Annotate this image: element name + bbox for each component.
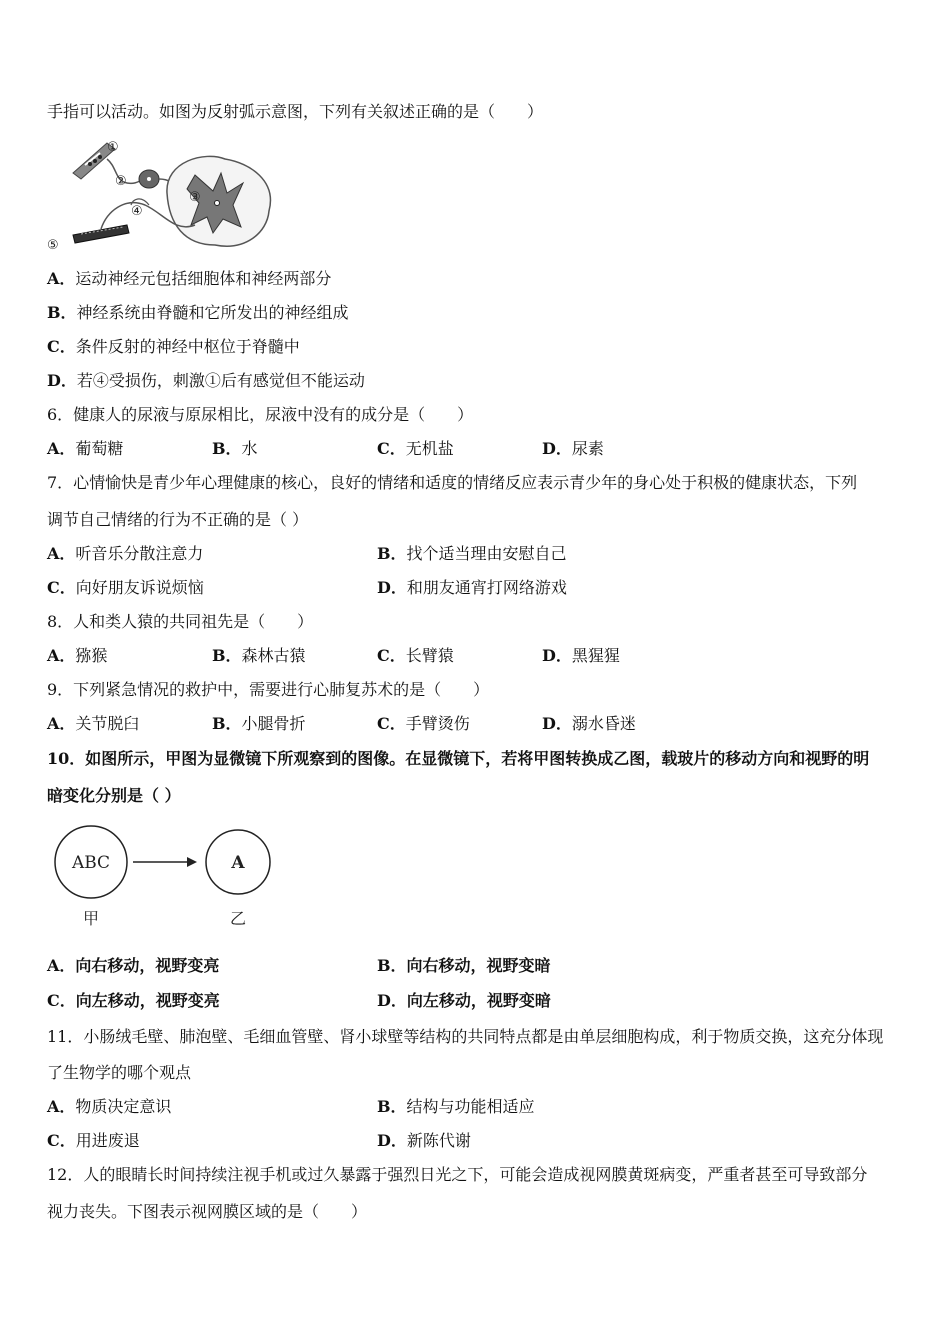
q6-option-d[interactable] — [542, 439, 604, 459]
option-text: 水 — [241, 439, 258, 458]
option-label: C． — [377, 439, 406, 458]
q10-option-b[interactable] — [377, 956, 551, 976]
option-text: 手臂烫伤 — [405, 714, 470, 733]
view-yi-text: A — [231, 853, 245, 873]
view-jia-text: ABC — [71, 853, 111, 873]
microscope-view-figure — [45, 818, 275, 930]
q5-option-a[interactable] — [47, 269, 331, 289]
option-label: B． — [47, 303, 77, 322]
option-label: D． — [377, 578, 407, 597]
q7-option-d[interactable] — [377, 578, 567, 598]
q10-option-c[interactable] — [47, 991, 220, 1011]
option-text: 森林古猿 — [241, 646, 306, 665]
option-label: C． — [377, 646, 406, 665]
option-label: B． — [212, 439, 242, 458]
question-11-stem-line2: 了生物学的哪个观点 — [47, 1063, 192, 1082]
option-label: B． — [212, 646, 242, 665]
q11-option-a[interactable] — [47, 1097, 171, 1117]
option-text: 尿素 — [571, 439, 604, 458]
question-10-stem-line1: 10．如图所示，甲图为显微镜下所观察到的图像。在显微镜下，若将甲图转换成乙图，载玻片的移动方向和视野的明 — [47, 749, 870, 768]
q11-option-b[interactable] — [377, 1097, 535, 1117]
option-label: C． — [47, 1131, 76, 1150]
option-text: 黑猩猩 — [571, 646, 620, 665]
option-label: A． — [47, 646, 76, 665]
label-3: ③ — [189, 190, 201, 205]
option-text: 若④受损伤，刺激①后有感觉但不能运动 — [76, 371, 365, 390]
option-label: D． — [377, 991, 407, 1010]
question-10-stem-line2: 暗变化分别是（ ） — [47, 786, 181, 805]
q7-option-b[interactable] — [377, 544, 567, 564]
option-text: 神经系统由脊髓和它所发出的神经组成 — [76, 303, 349, 322]
question-9-stem: 9．下列紧急情况的救护中，需要进行心肺复苏术的是（ ） — [47, 680, 490, 699]
spinal-cord — [167, 156, 271, 246]
option-text: 长臂猿 — [405, 646, 454, 665]
option-text: 溺水昏迷 — [571, 714, 636, 733]
option-text: 物质决定意识 — [75, 1097, 172, 1116]
q8-option-d[interactable] — [542, 646, 620, 666]
label-1: ① — [107, 140, 119, 155]
caption-jia: 甲 — [82, 909, 100, 928]
q5-option-d[interactable] — [47, 371, 365, 391]
option-text: 用进废退 — [75, 1131, 140, 1150]
reflex-arc-figure — [45, 133, 275, 255]
option-label: A． — [47, 544, 76, 563]
option-text: 向左移动，视野变亮 — [75, 991, 220, 1010]
q5-option-b[interactable] — [47, 303, 349, 323]
question-12-stem-line2: 视力丧失。下图表示视网膜区域的是（ ） — [47, 1202, 368, 1221]
q6-option-a[interactable] — [47, 439, 123, 459]
option-label: A． — [47, 714, 76, 733]
option-label: B． — [377, 1097, 407, 1116]
q10-option-a[interactable] — [47, 956, 219, 976]
caption-yi: 乙 — [229, 909, 247, 928]
question-11-stem-line1: 11．小肠绒毛壁、肺泡壁、毛细血管壁、肾小球壁等结构的共同特点都是由单层细胞构成，利于物质交换，这充分体现 — [47, 1027, 884, 1046]
q11-option-c[interactable] — [47, 1131, 140, 1151]
question-7-stem-line1: 7．心情愉快是青少年心理健康的核心，良好的情绪和适度的情绪反应表示青少年的身心处于积极的健康状态，下列 — [47, 473, 858, 492]
option-text: 新陈代谢 — [406, 1131, 471, 1150]
option-text: 向右移动，视野变亮 — [75, 956, 220, 975]
option-label: C． — [47, 991, 76, 1010]
q6-option-c[interactable] — [377, 439, 454, 459]
q9-option-b[interactable] — [212, 714, 306, 734]
option-label: B． — [212, 714, 242, 733]
q8-option-c[interactable] — [377, 646, 454, 666]
question-8-stem: 8．人和类人猿的共同祖先是（ ） — [47, 612, 314, 631]
option-label: A． — [47, 956, 76, 975]
q8-option-b[interactable] — [212, 646, 306, 666]
option-text: 葡萄糖 — [75, 439, 124, 458]
label-5: ⑤ — [47, 238, 59, 253]
question-12-stem-line1: 12．人的眼睛长时间持续注视手机或过久暴露于强烈日光之下，可能会造成视网膜黄斑病变，严重者甚至可导致部分 — [47, 1165, 868, 1184]
option-text: 向好朋友诉说烦恼 — [75, 578, 204, 597]
option-label: C． — [47, 578, 76, 597]
option-label: C． — [47, 337, 76, 356]
q7-option-c[interactable] — [47, 578, 204, 598]
arrow-head-icon — [187, 857, 197, 867]
option-label: D． — [542, 714, 572, 733]
option-label: D． — [542, 439, 572, 458]
option-text: 找个适当理由安慰自己 — [406, 544, 567, 563]
option-label: A． — [47, 1097, 76, 1116]
option-label: B． — [377, 544, 407, 563]
question-5-stem-tail: 手指可以活动。如图为反射弧示意图，下列有关叙述正确的是（ ） — [47, 102, 544, 121]
q8-option-a[interactable] — [47, 646, 107, 666]
q9-option-a[interactable] — [47, 714, 139, 734]
q11-option-d[interactable] — [377, 1131, 471, 1151]
q7-option-a[interactable] — [47, 544, 203, 564]
option-text: 和朋友通宵打网络游戏 — [406, 578, 567, 597]
question-6-stem: 6．健康人的尿液与原尿相比，尿液中没有的成分是（ ） — [47, 405, 474, 424]
label-4: ④ — [131, 204, 143, 219]
option-label: C． — [377, 714, 406, 733]
q9-option-c[interactable] — [377, 714, 470, 734]
option-text: 猕猴 — [75, 646, 108, 665]
q5-option-c[interactable] — [47, 337, 300, 357]
label-2: ② — [115, 174, 127, 189]
q9-option-d[interactable] — [542, 714, 636, 734]
option-text: 运动神经元包括细胞体和神经两部分 — [75, 269, 332, 288]
option-label: B． — [377, 956, 407, 975]
option-text: 向右移动，视野变暗 — [406, 956, 551, 975]
option-label: A． — [47, 439, 76, 458]
option-text: 向左移动，视野变暗 — [406, 991, 551, 1010]
q10-option-d[interactable] — [377, 991, 551, 1011]
option-text: 关节脱臼 — [75, 714, 140, 733]
q6-option-b[interactable] — [212, 439, 258, 459]
option-text: 结构与功能相适应 — [406, 1097, 535, 1116]
option-text: 无机盐 — [405, 439, 454, 458]
option-label: D． — [542, 646, 572, 665]
option-text: 条件反射的神经中枢位于脊髓中 — [75, 337, 300, 356]
option-text: 小腿骨折 — [241, 714, 306, 733]
option-label: D． — [47, 371, 77, 390]
option-label: A． — [47, 269, 76, 288]
option-text: 听音乐分散注意力 — [75, 544, 204, 563]
option-label: D． — [377, 1131, 407, 1150]
question-7-stem-line2: 调节自己情绪的行为不正确的是（ ） — [47, 510, 309, 529]
